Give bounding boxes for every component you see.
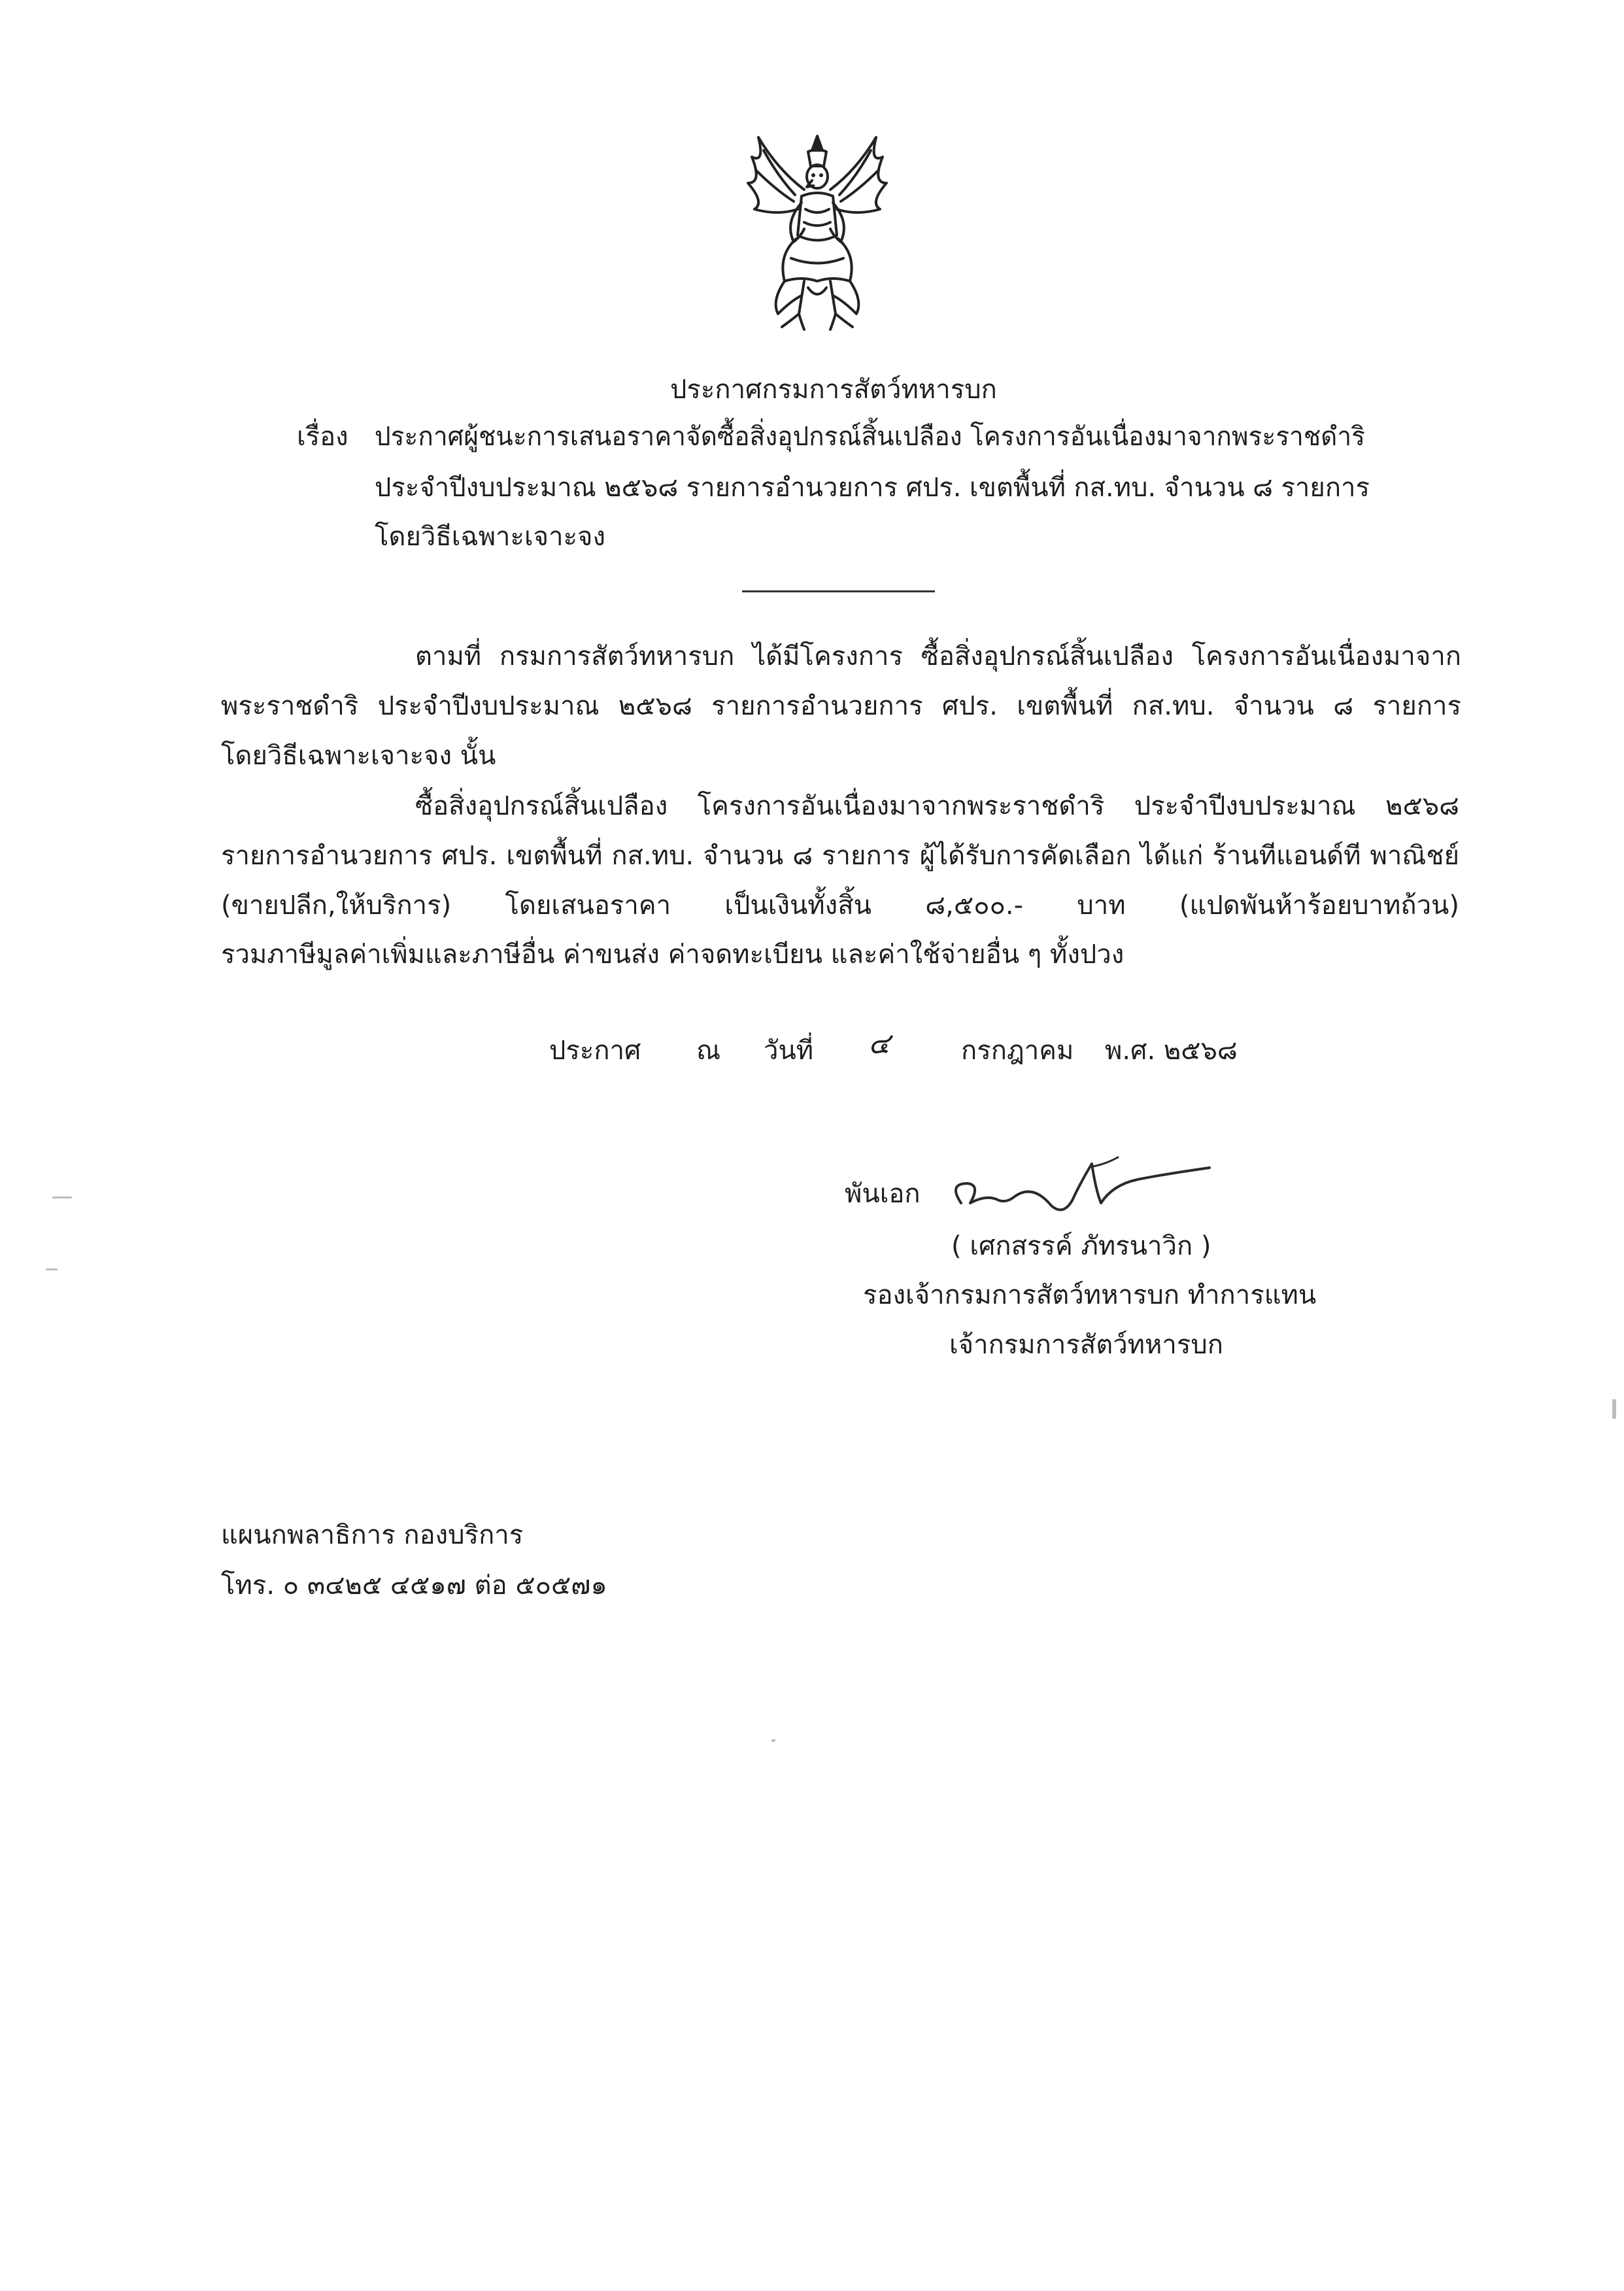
date-announce: ประกาศ [549,1036,641,1066]
title-divider [742,590,935,592]
date-month: กรกฎาคม [961,1036,1074,1066]
paragraph-2-line-3: (ขายปลีก,ให้บริการ) โดยเสนอราคา เป็นเงินทั้งสิ้น ๘,๕๐๐.- บาท (แปดพันห้าร้อยบาทถ้วน) [221,891,1459,921]
footer-phone: โทร. ๐ ๓๔๒๕ ๔๕๑๗ ต่อ ๕๐๕๗๑ [221,1570,607,1601]
scan-speck [771,1739,775,1742]
subject-line-1: ประกาศผู้ชนะการเสนอราคาจัดซื้อสิ่งอุปกรณ์สิ้นเปลือง โครงการอันเนื่องมาจากพระราชดำริ [375,422,1365,452]
subject-line-2: ประจำปีงบประมาณ ๒๕๖๘ รายการอำนวยการ ศปร. เขตพื้นที่ กส.ทบ. จำนวน ๘ รายการ [375,473,1370,503]
paragraph-1-line-2: พระราชดำริ ประจำปีงบประมาณ ๒๕๖๘ รายการอำนวยการ ศปร. เขตพื้นที่ กส.ทบ. จำนวน ๘ รายการ [221,691,1461,721]
paragraph-2-line-1: ซื้อสิ่งอุปกรณ์สิ้นเปลือง โครงการอันเนื่องมาจากพระราชดำริ ประจำปีงบประมาณ ๒๕๖๘ [415,791,1459,821]
paragraph-2-line-4: รวมภาษีมูลค่าเพิ่มและภาษีอื่น ค่าขนส่ง ค่าจดทะเบียน และค่าใช้จ่ายอื่น ๆ ทั้งปวง [221,940,1125,970]
garuda-emblem-icon [739,124,896,333]
paragraph-1-line-1: ตามที่ กรมการสัตว์ทหารบก ได้มีโครงการ ซื้อสิ่งอุปกรณ์สิ้นเปลือง โครงการอันเนื่องมาจาก [415,641,1461,671]
subject-line-3: โดยวิธีเฉพาะเจาะจง [375,522,606,552]
paragraph-2-line-2: รายการอำนวยการ ศปร. เขตพื้นที่ กส.ทบ. จำนวน ๘ รายการ ผู้ได้รับการคัดเลือก ได้แก่ ร้านทีแอนด์ที พาณิชย์ [221,841,1460,871]
subject-label: เรื่อง [297,422,348,452]
signer-rank: พันเอก [845,1179,921,1209]
scan-speck [1612,1399,1616,1419]
date-at: ณ [696,1036,721,1066]
signer-position-2: เจ้ากรมการสัตว์ทหารบก [949,1330,1223,1360]
signer-name: ( เศกสรรค์ ภัทรนาวิก ) [951,1231,1211,1261]
scan-speck [46,1268,58,1270]
date-day: ๔ [868,1027,890,1061]
scan-speck [52,1196,72,1198]
announcement-title: ประกาศกรมการสัตว์ทหารบก [670,375,997,405]
date-era: พ.ศ. ๒๕๖๘ [1105,1036,1238,1066]
paragraph-1-line-3: โดยวิธีเฉพาะเจาะจง นั้น [221,741,496,771]
signer-position-1: รองเจ้ากรมการสัตว์ทหารบก ทำการแทน [863,1280,1317,1310]
footer-office: แผนกพลาธิการ กองบริการ [221,1520,524,1550]
date-day-label: วันที่ [764,1036,814,1066]
handwritten-signature-icon [941,1138,1216,1236]
